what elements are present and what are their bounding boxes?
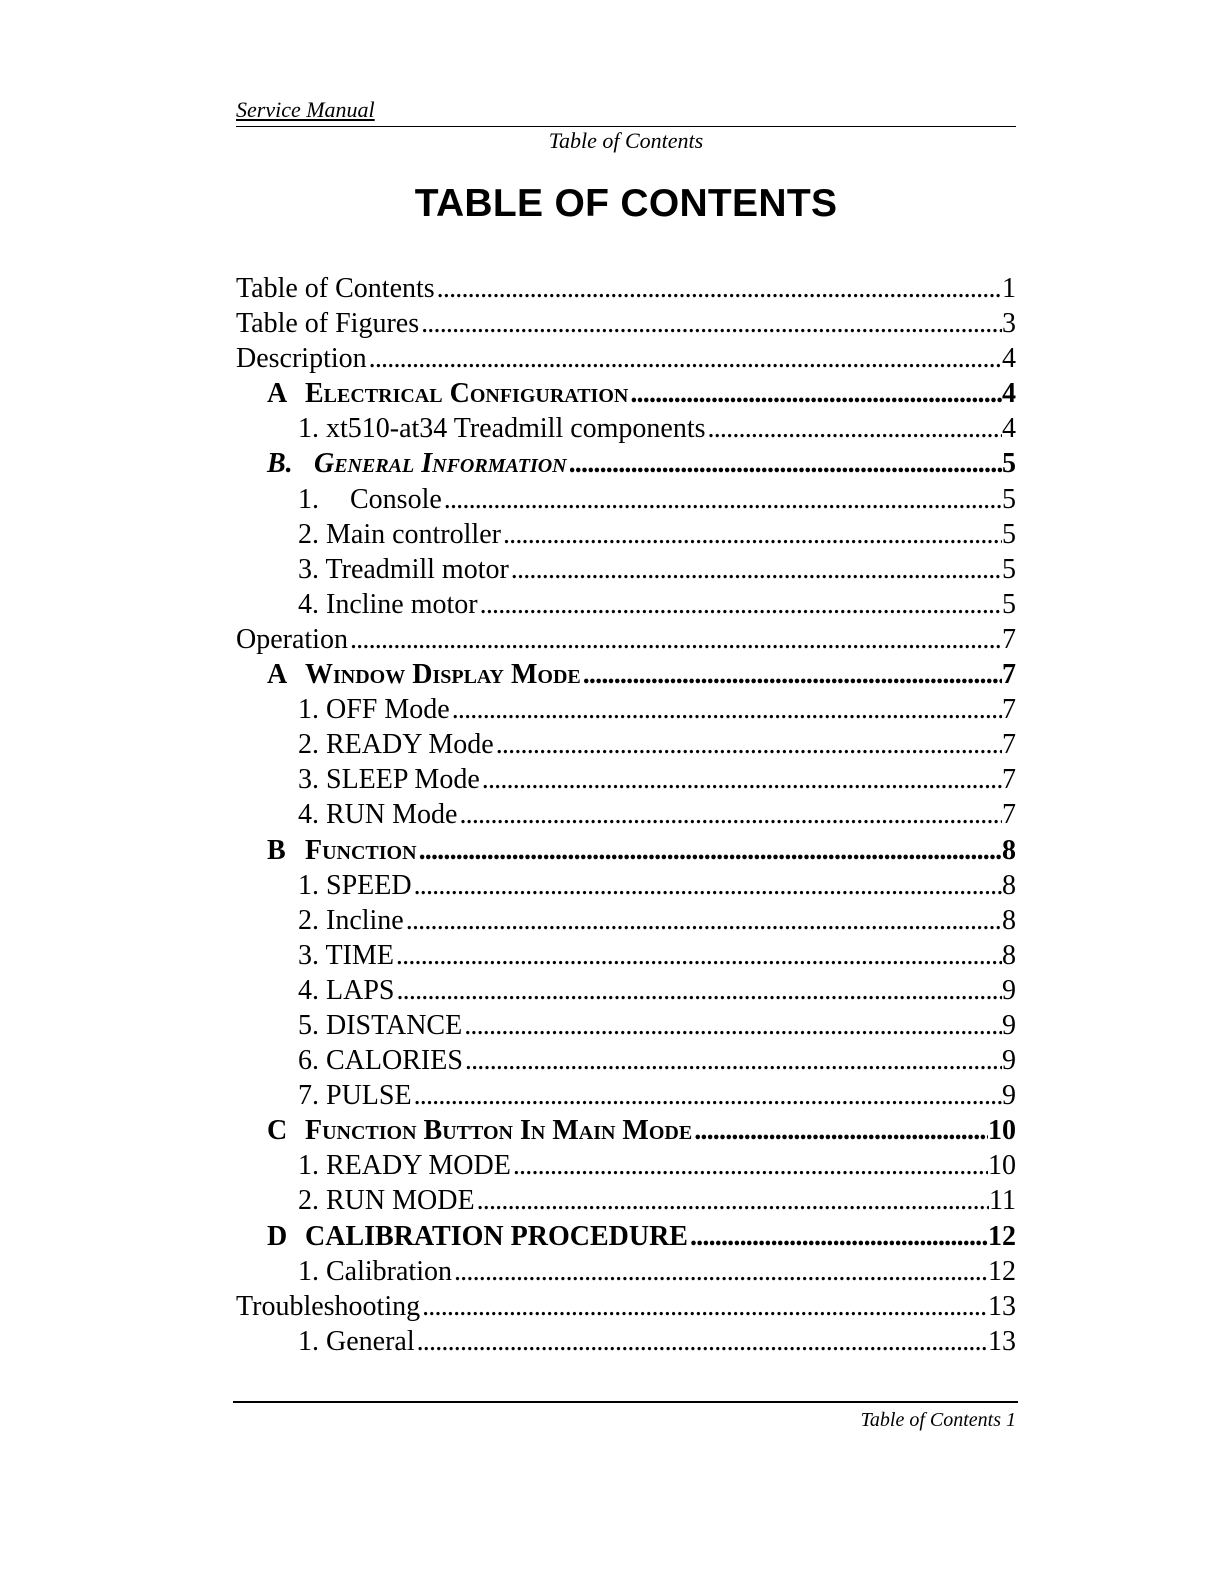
toc-leader-dots: [509, 552, 1002, 587]
toc-leader-dots: [417, 833, 1002, 868]
toc-section-letter: A: [267, 659, 288, 691]
toc-entry-label: 1. Calibration: [298, 1255, 452, 1287]
toc-page-number: 8: [1002, 834, 1016, 866]
toc-entry[interactable]: [236, 868, 1016, 903]
toc-section-label: [267, 1219, 688, 1254]
toc-page-number: 7: [1002, 623, 1016, 655]
toc-entry-label: 7. PULSE: [298, 1080, 412, 1112]
toc-entry-number: 1.: [298, 483, 319, 515]
toc-leader-dots: [511, 1148, 988, 1183]
running-section-title: Table of Contents: [548, 128, 704, 153]
toc-leader-dots: [494, 727, 1002, 762]
toc-section-letter: C: [267, 1115, 288, 1147]
toc-entry[interactable]: [236, 306, 1016, 341]
toc-entry[interactable]: [236, 1043, 1016, 1078]
toc-entry-label: 2. Main controller: [298, 518, 501, 550]
toc-entry-label: 2. READY Mode: [298, 729, 494, 761]
toc-entry[interactable]: [236, 552, 1016, 587]
toc-section-letter: A: [267, 378, 288, 410]
toc-entry-label: Table of Contents: [236, 273, 435, 304]
toc-entry[interactable]: [236, 517, 1016, 552]
toc-section-letter: D: [267, 1220, 288, 1252]
toc-section-title: Electrical Configuration: [305, 378, 629, 410]
toc-page-number: 12: [988, 1255, 1016, 1287]
toc-page-number: 13: [988, 1325, 1016, 1357]
toc-page-number: 9: [1002, 1009, 1016, 1041]
toc-section-entry[interactable]: [236, 833, 1016, 868]
toc-entry[interactable]: [236, 727, 1016, 762]
toc-leader-dots: [367, 341, 1002, 376]
toc-entry[interactable]: [236, 271, 1016, 306]
toc-section-entry[interactable]: [236, 1219, 1016, 1254]
toc-page-number: 10: [988, 1115, 1016, 1147]
toc-leader-dots: [480, 762, 1002, 797]
toc-entry-label: 5. DISTANCE: [298, 1009, 463, 1041]
running-title: Service Manual: [236, 97, 375, 122]
toc-entry[interactable]: [236, 973, 1016, 1008]
toc-entry-label: 1. READY MODE: [298, 1150, 511, 1182]
page-title: TABLE OF CONTENTS: [414, 182, 838, 225]
toc-section-label: [267, 376, 628, 411]
toc-entry-label: 3. Treadmill motor: [298, 553, 509, 585]
toc-entry[interactable]: [236, 411, 1016, 446]
toc-entry[interactable]: [236, 1254, 1016, 1289]
toc-leader-dots: [412, 868, 1002, 903]
toc-entry-label: 4. RUN Mode: [298, 799, 458, 831]
toc-entry-label: 2. RUN MODE: [298, 1185, 475, 1217]
toc-entry[interactable]: [236, 1148, 1016, 1183]
toc-page-number: 5: [1002, 483, 1016, 515]
toc-section-entry[interactable]: [236, 376, 1016, 411]
toc-leader-dots: [463, 1043, 1002, 1078]
toc-leader-dots: [478, 587, 1002, 622]
toc-leader-dots: [415, 1324, 988, 1359]
toc-page-number: 7: [1002, 729, 1016, 761]
toc-entry-label: 4. Incline motor: [298, 588, 478, 620]
toc-section-entry[interactable]: [236, 657, 1016, 692]
running-footer: [233, 1401, 1018, 1431]
toc-section-title: CALIBRATION PROCEDURE: [305, 1220, 688, 1252]
toc-section-title: Function: [305, 834, 417, 866]
toc-leader-dots: [412, 1078, 1002, 1113]
toc-page-number: 4: [1002, 378, 1016, 410]
toc-page-number: 7: [1002, 694, 1016, 726]
toc-entry-label: 1. xt510-at34 Treadmill components: [298, 413, 706, 445]
toc-page-number: 5: [1002, 553, 1016, 585]
toc-leader-dots: [706, 411, 1002, 446]
toc-entry[interactable]: [236, 938, 1016, 973]
toc-entry-label: 4. LAPS: [298, 974, 395, 1006]
toc-page-number: 13: [988, 1290, 1016, 1322]
toc-page-number: 8: [1002, 904, 1016, 936]
toc-page-number: 10: [988, 1150, 1016, 1182]
toc-page-number: 1: [1002, 273, 1016, 304]
toc-page-number: 7: [1002, 799, 1016, 831]
toc-entry[interactable]: [236, 1008, 1016, 1043]
toc-page-number: 5: [1002, 588, 1016, 620]
toc-leader-dots: [394, 938, 1002, 973]
toc-leader-dots: [692, 1113, 988, 1148]
toc-leader-dots: [567, 446, 1002, 481]
toc-entry-text: Console: [350, 483, 442, 515]
toc-section-label: [267, 1113, 692, 1148]
toc-entry[interactable]: [236, 762, 1016, 797]
toc-entry[interactable]: [236, 903, 1016, 938]
toc-leader-dots: [442, 482, 1002, 517]
toc-entry-label: Troubleshooting: [236, 1290, 421, 1322]
toc-section-label: [267, 446, 567, 481]
toc-section-title: General Information: [314, 448, 567, 480]
toc-entry[interactable]: [236, 587, 1016, 622]
toc-entry-label: 1. OFF Mode: [298, 694, 450, 726]
toc-page-number: 7: [1002, 764, 1016, 796]
running-header: [236, 96, 1016, 127]
toc-entry-label: 3. SLEEP Mode: [298, 764, 480, 796]
toc-page-number: 5: [1002, 448, 1016, 480]
toc-page-number: 4: [1002, 413, 1016, 445]
footer-page-label: Table of Contents 1: [860, 1409, 1016, 1431]
toc-entry-label: Operation: [236, 623, 348, 655]
toc-section-label: [267, 833, 417, 868]
toc-entry[interactable]: [236, 692, 1016, 727]
toc-entry-label: 1. SPEED: [298, 869, 412, 901]
table-of-contents: [236, 271, 1016, 1359]
toc-section-letter: B: [267, 834, 286, 866]
toc-section-letter: B.: [267, 448, 293, 480]
toc-leader-dots: [419, 306, 1002, 341]
toc-leader-dots: [394, 973, 1002, 1008]
toc-leader-dots: [501, 517, 1002, 552]
toc-page-number: 11: [989, 1185, 1016, 1217]
toc-entry[interactable]: [236, 1289, 1016, 1324]
toc-leader-dots: [581, 657, 1002, 692]
toc-section-label: [267, 657, 581, 692]
toc-leader-dots: [452, 1254, 988, 1289]
toc-leader-dots: [450, 692, 1002, 727]
toc-section-title: Function Button In Main Mode: [305, 1115, 693, 1147]
toc-leader-dots: [462, 1008, 1002, 1043]
toc-leader-dots: [348, 622, 1002, 657]
toc-leader-dots: [420, 1289, 988, 1324]
toc-leader-dots: [688, 1219, 988, 1254]
toc-page-number: 8: [1002, 869, 1016, 901]
toc-entry[interactable]: [236, 1183, 1016, 1218]
toc-page-number: 5: [1002, 518, 1016, 550]
toc-entry[interactable]: [236, 797, 1016, 832]
toc-entry[interactable]: [236, 1078, 1016, 1113]
toc-entry-label: 3. TIME: [298, 939, 394, 971]
toc-page-number: 9: [1002, 974, 1016, 1006]
toc-entry[interactable]: [236, 1324, 1016, 1359]
toc-entry[interactable]: [236, 622, 1016, 657]
toc-leader-dots: [457, 797, 1002, 832]
toc-section-title: Window Display Mode: [305, 659, 581, 691]
toc-page-number: 7: [1002, 659, 1016, 691]
toc-leader-dots: [628, 376, 1002, 411]
toc-entry-label: 1. General: [298, 1325, 415, 1357]
toc-leader-dots: [435, 271, 1002, 306]
toc-section-entry[interactable]: [236, 446, 1016, 481]
toc-page-number: 8: [1002, 939, 1016, 971]
toc-entry-label: 6. CALORIES: [298, 1045, 463, 1077]
toc-page-number: 9: [1002, 1045, 1016, 1077]
toc-leader-dots: [475, 1183, 989, 1218]
toc-entry[interactable]: [236, 482, 1016, 517]
toc-entry-label: 2. Incline: [298, 904, 404, 936]
toc-leader-dots: [404, 903, 1002, 938]
toc-page-number: 12: [988, 1220, 1016, 1252]
toc-page-number: 4: [1002, 343, 1016, 375]
toc-entry-label: Table of Figures: [236, 308, 420, 340]
toc-page-number: 3: [1002, 308, 1016, 340]
toc-page-number: 9: [1002, 1080, 1016, 1112]
toc-entry-label: [298, 482, 442, 517]
toc-section-entry[interactable]: [236, 1113, 1016, 1148]
toc-entry-label: Description: [236, 343, 367, 375]
toc-entry[interactable]: [236, 341, 1016, 376]
